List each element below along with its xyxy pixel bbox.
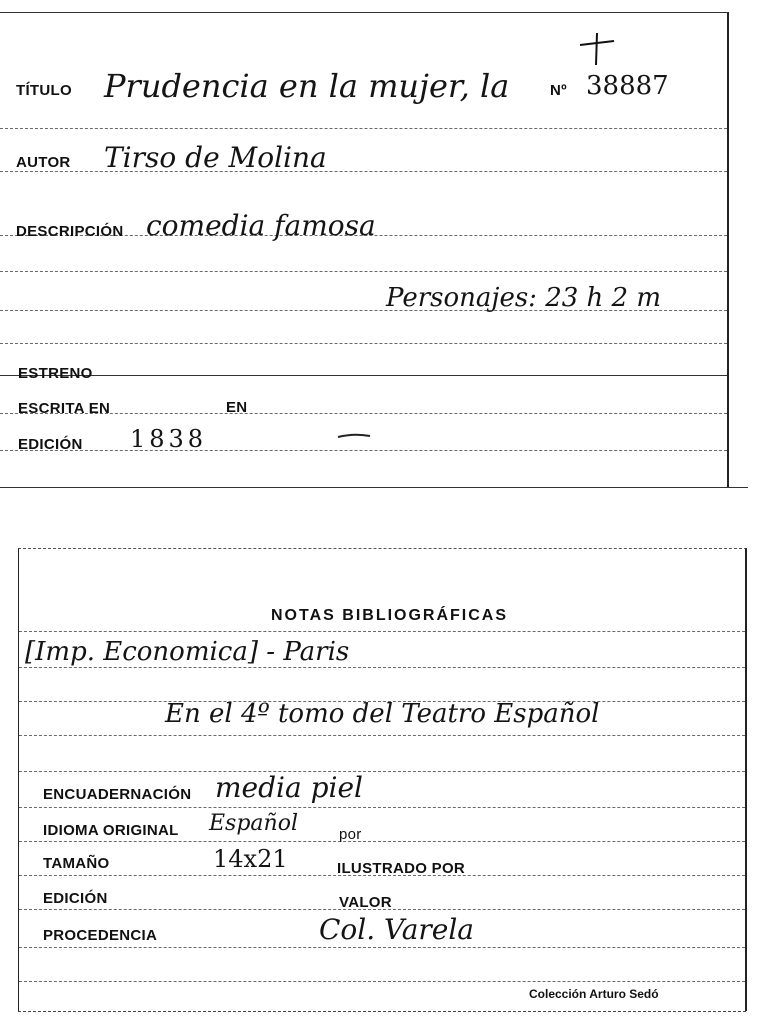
- notas-heading: NOTAS BIBLIOGRÁFICAS: [271, 607, 509, 624]
- descripcion-value: comedia famosa: [146, 209, 376, 242]
- numero-value: 38887: [586, 71, 669, 101]
- collection-credit: Colección Arturo Sedó: [529, 987, 659, 1001]
- catalog-card-back: [18, 548, 747, 1011]
- personajes-value: Personajes: 23 h 2 m: [386, 283, 662, 313]
- ruled-line: [0, 343, 727, 344]
- ruled-line: [19, 735, 745, 736]
- ruled-line: [19, 947, 745, 948]
- edicion-label: EDICIÓN: [18, 436, 83, 453]
- edicion-value: 1838: [130, 425, 208, 453]
- ruled-line: [0, 128, 727, 129]
- ruled-line: [0, 271, 727, 272]
- titulo-value: Prudencia en la mujer, la: [104, 67, 510, 105]
- ruled-line: [19, 807, 745, 808]
- ruled-line: [19, 667, 745, 668]
- card-edge: [0, 487, 748, 488]
- autor-value: Tirso de Molina: [104, 141, 327, 174]
- valor-label: VALOR: [339, 894, 392, 911]
- procedencia-label: PROCEDENCIA: [43, 927, 158, 944]
- por-label: por: [339, 826, 362, 843]
- encuadernacion-label: ENCUADERNACIÓN: [43, 786, 192, 803]
- escrita-label: ESCRITA EN: [18, 400, 111, 417]
- procedencia-value: Col. Varela: [319, 913, 474, 946]
- pencil-stroke: [336, 431, 372, 441]
- nota-imprenta: [Imp. Economica] - Paris: [25, 637, 350, 667]
- numero-label: Nº: [550, 82, 567, 99]
- ruled-line: [19, 771, 745, 772]
- descripcion-label: DESCRIPCIÓN: [16, 223, 124, 240]
- autor-label: AUTOR: [16, 154, 71, 171]
- ruled-line: [19, 841, 745, 842]
- idioma-value: Español: [209, 811, 298, 836]
- ilustrado-label: ILUSTRADO POR: [337, 860, 466, 877]
- card-edge: [18, 1011, 746, 1012]
- cross-mark: [576, 31, 616, 67]
- ruled-line: [0, 375, 727, 376]
- en-label: EN: [226, 399, 248, 416]
- ruled-line: [19, 631, 745, 632]
- estreno-label: ESTRENO: [18, 365, 93, 382]
- encuadernacion-value: media piel: [215, 771, 363, 804]
- ruled-line: [19, 981, 745, 982]
- edicion-label-back: EDICIÓN: [43, 890, 108, 907]
- idioma-label: IDIOMA ORIGINAL: [43, 822, 179, 839]
- titulo-label: TÍTULO: [16, 82, 72, 99]
- tamano-value: 14x21: [213, 845, 288, 873]
- ruled-line: [0, 450, 727, 451]
- tamano-label: TAMAÑO: [43, 855, 110, 872]
- nota-tomo: En el 4º tomo del Teatro Español: [165, 699, 600, 729]
- catalog-card-front: [0, 12, 729, 487]
